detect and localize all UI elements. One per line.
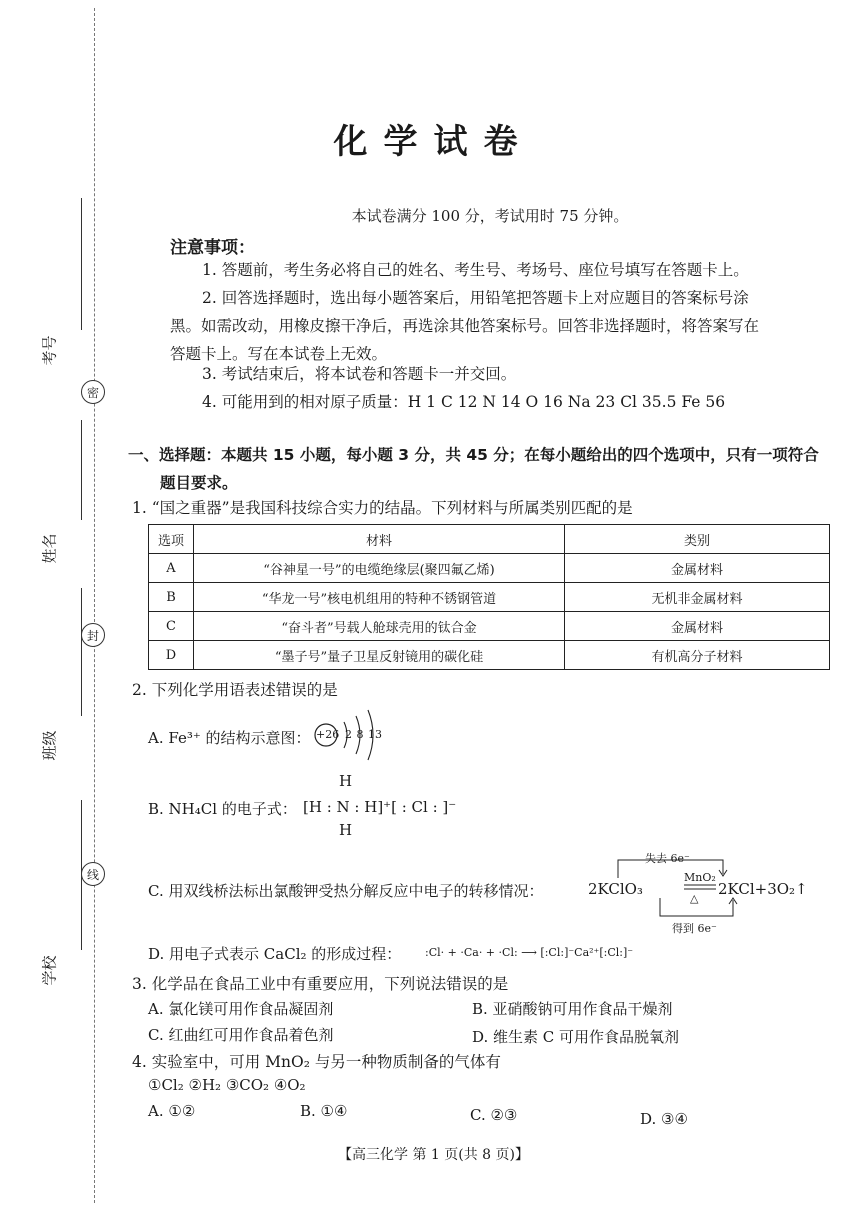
section-heading	[128, 441, 838, 497]
table-cell: 无机非金属材料	[565, 583, 830, 612]
seal-mark-xian: 线	[81, 862, 105, 886]
page-title: 化学试卷	[333, 122, 534, 162]
question-4-items: ①Cl₂ ②H₂ ③CO₂ ④O₂	[148, 1076, 306, 1094]
question-4-stem: 4. 实验室中，可用 MnO₂ 与另一种物质制备的气体有	[132, 1053, 501, 1071]
question-4-option: B. ①④	[300, 1102, 348, 1120]
seal-mark-mi: 密	[81, 380, 105, 404]
note-item: 黑。如需改动，用橡皮擦干净后，再选涂其他答案标号。回答非选择题时，将答案写在	[170, 317, 760, 335]
gain-electrons-label: 得到 6e⁻	[672, 922, 717, 935]
binding-dashed-line	[94, 8, 95, 1203]
table-header-row	[149, 525, 830, 554]
seal-mark-feng: 封	[81, 623, 105, 647]
cacl2-formation: :Cl· + ·Ca· + ·Cl: ⟶ [:Cl:]⁻Ca²⁺[:Cl:]⁻	[425, 946, 634, 959]
question-1-table	[148, 524, 830, 670]
catalyst-label: MnO₂	[684, 871, 716, 884]
question-2-option-a: A. Fe³⁺ 的结构示意图：	[148, 729, 311, 747]
question-3-option: B. 亚硝酸钠可用作食品干燥剂	[472, 1000, 673, 1018]
question-1-stem: 1. “国之重器”是我国科技综合实力的结晶。下列材料与所属类别匹配的是	[132, 499, 633, 517]
table-cell: B	[149, 583, 194, 612]
reaction-right: 2KCl+3O₂↑	[718, 880, 808, 898]
field-label-class: 班级	[40, 730, 59, 761]
table-header-cell: 材料	[194, 525, 565, 554]
table-cell: “奋斗者”号载人舱球壳用的钛合金	[194, 612, 565, 641]
fe-shell-electrons: 2 8 13	[345, 728, 382, 741]
question-3-option: D. 维生素 C 可用作食品脱氧剂	[472, 1028, 680, 1046]
lose-electrons-label: 失去 6e⁻	[645, 852, 690, 865]
field-label-exam-number: 考号	[40, 335, 59, 366]
question-2-option-c: C. 用双线桥法标出氯酸钾受热分解反应中电子的转移情况：	[148, 882, 544, 900]
fe-nucleus-label: +26	[316, 728, 340, 741]
table-cell: C	[149, 612, 194, 641]
nh4cl-bottom-h: H	[339, 821, 353, 839]
table-row	[149, 583, 830, 612]
note-item: 4. 可能用到的相对原子质量：H 1 C 12 N 14 O 16 Na 23 Cl 35.5 Fe 56	[202, 393, 726, 411]
table-cell: “华龙一号”核电机组用的特种不锈钢管道	[194, 583, 565, 612]
table-cell: A	[149, 554, 194, 583]
field-line-school[interactable]	[81, 800, 82, 950]
note-item: 3. 考试结束后，将本试卷和答题卡一并交回。	[202, 365, 517, 383]
table-cell: “墨子号”量子卫星反射镜用的碳化硅	[194, 641, 565, 670]
table-header-cell: 选项	[149, 525, 194, 554]
question-3-option: A. 氯化镁可用作食品凝固剂	[148, 1000, 334, 1018]
field-line-name[interactable]	[81, 420, 82, 520]
question-3-option: C. 红曲红可用作食品着色剂	[148, 1026, 334, 1044]
notes-heading: 注意事项：	[170, 238, 255, 258]
question-4-option: C. ②③	[470, 1106, 518, 1124]
reaction-left: 2KClO₃	[588, 880, 643, 898]
nh4cl-electron-formula: [H : N : H]⁺[ : Cl : ]⁻	[303, 798, 457, 816]
section-heading-line1: 一、选择题：本题共 15 小题，每小题 3 分，共 45 分；在每小题给出的四个选项中，只有一项符合	[128, 446, 819, 464]
question-3-stem: 3. 化学品在食品工业中有重要应用，下列说法错误的是	[132, 975, 509, 993]
table-row	[149, 612, 830, 641]
question-4-option: A. ①②	[148, 1102, 196, 1120]
field-line-class[interactable]	[81, 588, 82, 716]
table-header-cell: 类别	[565, 525, 830, 554]
question-2-stem: 2. 下列化学用语表述错误的是	[132, 681, 338, 699]
nh4cl-top-h: H	[339, 772, 353, 790]
question-4-option: D. ③④	[640, 1110, 688, 1128]
note-item: 1. 答题前，考生务必将自己的姓名、考生号、考场号、座位号填写在答题卡上。	[202, 261, 749, 279]
table-cell: 金属材料	[565, 554, 830, 583]
note-item: 2. 回答选择题时，选出每小题答案后，用铅笔把答题卡上对应题目的答案标号涂	[202, 289, 749, 307]
table-cell: 金属材料	[565, 612, 830, 641]
section-heading-line2: 题目要求。	[160, 474, 238, 492]
page-footer: 【高三化学 第 1 页(共 8 页)】	[338, 1147, 529, 1163]
field-label-school: 学校	[40, 955, 59, 986]
table-cell: 有机高分子材料	[565, 641, 830, 670]
question-2-option-d: D. 用电子式表示 CaCl₂ 的形成过程：	[148, 945, 402, 963]
question-2-option-b: B. NH₄Cl 的电子式：	[148, 800, 297, 818]
exam-subtitle: 本试卷满分 100 分，考试用时 75 分钟。	[351, 207, 629, 225]
table-cell: D	[149, 641, 194, 670]
field-label-name: 姓名	[40, 533, 59, 564]
note-item: 答题卡上。写在本试卷上无效。	[170, 345, 388, 363]
table-cell: “谷神星一号”的电缆绝缘层(聚四氟乙烯)	[194, 554, 565, 583]
heat-symbol: △	[690, 892, 699, 905]
table-row	[149, 554, 830, 583]
table-row	[149, 641, 830, 670]
